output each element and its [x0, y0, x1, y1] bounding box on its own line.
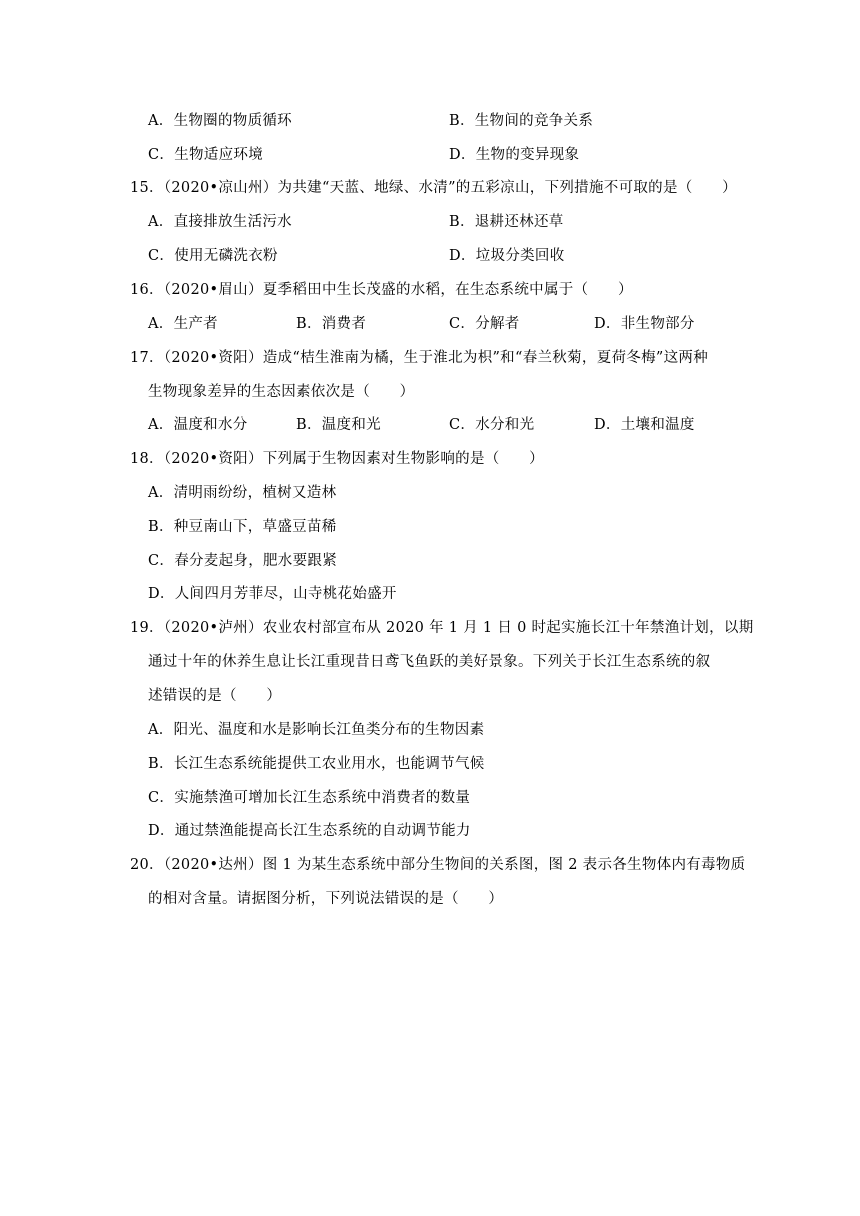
- q15-option-c: C．使用无磷洗衣粉: [148, 248, 278, 264]
- q16-option-c: C．分解者: [449, 316, 520, 332]
- q18-option-d: D．人间四月芳菲尽，山寺桃花始盛开: [148, 586, 397, 602]
- q19-option-d: D．通过禁渔能提高长江生态系统的自动调节能力: [148, 823, 471, 839]
- q19-option-c: C．实施禁渔可增加长江生态系统中消费者的数量: [148, 790, 471, 806]
- q15-option-a: A．直接排放生活污水: [148, 214, 292, 230]
- q16-option-b: B．消费者: [296, 316, 367, 332]
- q15-option-d: D．垃圾分类回收: [449, 248, 565, 264]
- q14-option-c: C．生物适应环境: [148, 147, 263, 163]
- q16-option-a: A．生产者: [148, 316, 218, 332]
- q16-option-d: D．非生物部分: [594, 316, 695, 332]
- q19-stem-line3: 述错误的是（ ）: [148, 688, 282, 704]
- q17-option-b: B．温度和光: [296, 417, 381, 433]
- q17-stem-line1: 17．（2020•资阳）造成“桔生淮南为橘，生于淮北为枳”和“春兰秋菊，夏荷冬梅”这两种: [130, 350, 709, 366]
- q18-stem: 18．（2020•资阳）下列属于生物因素对生物影响的是（ ）: [130, 451, 544, 467]
- q19-option-b: B．长江生态系统能提供工农业用水，也能调节气候: [148, 756, 485, 772]
- q16-stem: 16．（2020•眉山）夏季稻田中生长茂盛的水稻，在生态系统中属于（ ）: [130, 282, 633, 298]
- q19-option-a: A．阳光、温度和水是影响长江鱼类分布的生物因素: [148, 722, 485, 738]
- q18-option-a: A．清明雨纷纷，植树又造林: [148, 485, 337, 501]
- q14-option-a: A．生物圈的物质循环: [148, 113, 292, 129]
- q18-option-b: B．种豆南山下，草盛豆苗稀: [148, 519, 337, 535]
- q19-stem-line1: 19．（2020•泸州）农业农村部宣布从 2020 年 1 月 1 日 0 时起实施长江十年禁渔计划，以期: [130, 620, 754, 636]
- q17-option-c: C．水分和光: [449, 417, 535, 433]
- q14-option-b: B．生物间的竞争关系: [449, 113, 594, 129]
- q14-option-d: D．生物的变异现象: [449, 147, 580, 163]
- q15-stem: 15．（2020•凉山州）为共建“天蓝、地绿、水清”的五彩凉山，下列措施不可取的是（ ）: [130, 180, 737, 196]
- q18-option-c: C．春分麦起身，肥水要跟紧: [148, 553, 337, 569]
- q20-stem-line1: 20．（2020•达州）图 1 为某生态系统中部分生物间的关系图，图 2 表示各生物体内有毒物质: [130, 857, 746, 873]
- q19-stem-line2: 通过十年的休养生息让长江重现昔日鸢飞鱼跃的美好景象。下列关于长江生态系统的叙: [148, 654, 711, 670]
- q17-option-a: A．温度和水分: [148, 417, 248, 433]
- q15-option-b: B．退耕还林还草: [449, 214, 564, 230]
- q17-option-d: D．土壤和温度: [594, 417, 695, 433]
- q20-stem-line2: 的相对含量。请据图分析，下列说法错误的是（ ）: [148, 891, 504, 907]
- q17-stem-line2: 生物现象差异的生态因素依次是（ ）: [148, 384, 415, 400]
